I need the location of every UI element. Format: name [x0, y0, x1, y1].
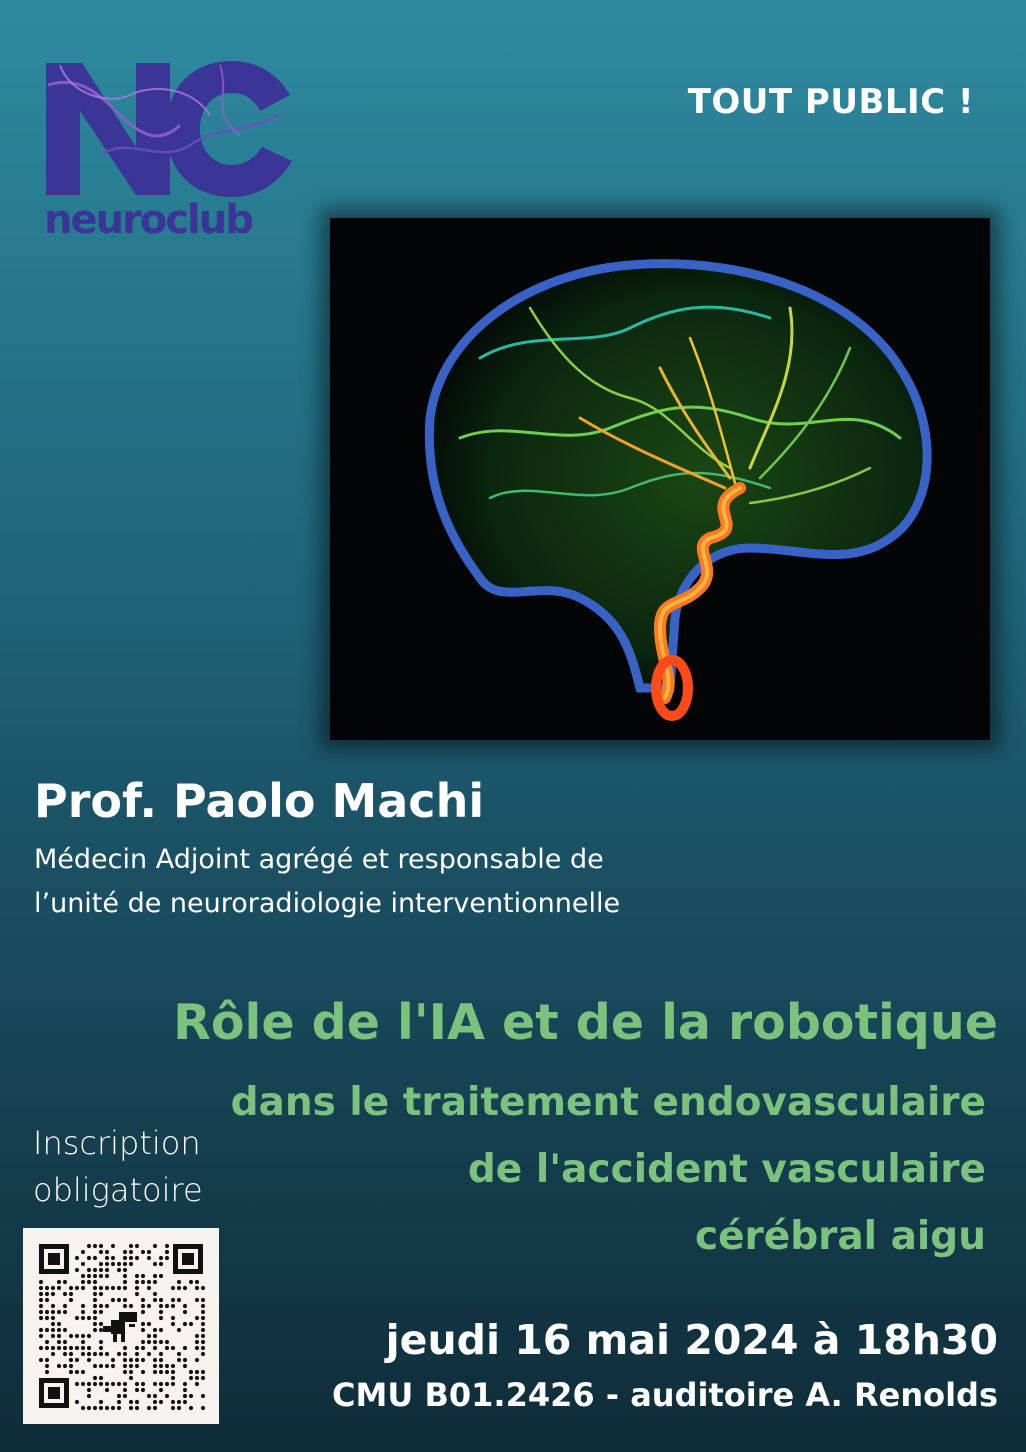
nc-monogram-icon	[40, 55, 302, 205]
registration-label-line: Inscription	[33, 1124, 201, 1162]
speaker-role: Médecin Adjoint agrégé et responsable de l’unité de neuroradiologie interventionnelle	[34, 844, 621, 919]
logo-wordmark: neuroclub	[44, 197, 252, 243]
talk-title: Rôle de l'IA et de la robotique	[173, 994, 998, 1051]
neuroclub-logo	[40, 55, 302, 255]
talk-subtitle-line: dans le traitement endovasculaire	[230, 1080, 986, 1125]
registration-label	[33, 1120, 203, 1214]
registration-qr-code[interactable]	[23, 1228, 219, 1424]
talk-subtitle-line: de l'accident vasculaire	[467, 1147, 986, 1192]
qr-code-icon	[23, 1228, 219, 1424]
talk-subtitle-line: cérébral aigu	[694, 1214, 986, 1259]
dinosaur-icon	[103, 1312, 137, 1342]
event-location: CMU B01.2426 - auditoire A. Renolds	[332, 1376, 998, 1414]
registration-label-line: obligatoire	[33, 1171, 203, 1209]
event-date: jeudi 16 mai 2024 à 18h30	[385, 1316, 998, 1364]
speaker-name: Prof. Paolo Machi	[34, 774, 485, 828]
audience-label: TOUT PUBLIC !	[687, 82, 974, 122]
brain-angiography-image	[330, 218, 990, 740]
